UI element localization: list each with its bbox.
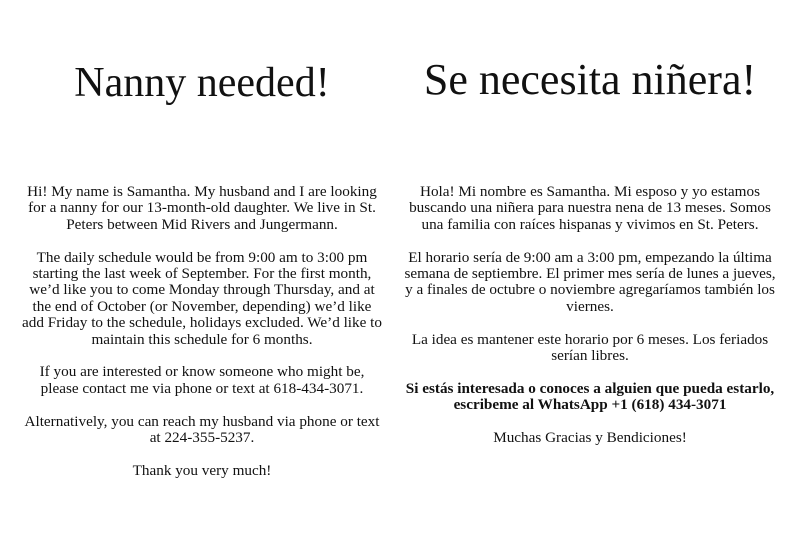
english-body bbox=[22, 184, 382, 496]
english-title: Nanny needed! bbox=[74, 60, 330, 106]
spanish-title: Se necesita niñera! bbox=[423, 55, 757, 104]
spanish-duration-paragraph: La idea es mantener este horario por 6 meses. Los feriados serían libres. bbox=[411, 330, 769, 365]
spanish-thanks-paragraph: Muchas Gracias y Bendiciones! bbox=[493, 429, 687, 447]
english-intro-paragraph: Hi! My name is Samantha. My husband and I are looking for a nanny for our 13-month-old daughter. We live in St. Peters between Mid Rivers and Jungermann. bbox=[27, 183, 377, 233]
english-contact-paragraph: If you are interested or know someone who might be, please contact me via phone or text at 618-434-3071. bbox=[39, 363, 365, 397]
english-thanks-paragraph: Thank you very much! bbox=[132, 461, 272, 479]
spanish-body bbox=[400, 184, 780, 463]
spanish-schedule-paragraph: El horario sería de 9:00 am a 3:00 pm, empezando la última semana de septiembre. El primer mes sería de lunes a jueves, y a finales de octubre o noviembre agregaríamos también los viernes. bbox=[404, 248, 776, 315]
english-schedule-paragraph: The daily schedule would be from 9:00 am to 3:00 pm starting the last week of September. For the first month, we’d like you to come Monday through Thursday, and at the end of October (or November, depending) we’d like add Friday to the schedule, holidays excluded. We’d like to maintain this schedule for 6 months. bbox=[22, 248, 382, 348]
english-alternate-contact-paragraph: Alternatively, you can reach my husband via phone or text at 224-355-5237. bbox=[24, 412, 380, 447]
spanish-contact-paragraph: Si estás interesada o conoces a alguien que pueda estarlo, escribeme al WhatsApp +1 (618) 434-3071 bbox=[405, 379, 775, 414]
spanish-intro-paragraph: Hola! Mi nombre es Samantha. Mi esposo y yo estamos buscando una niñera para nuestra nena de 13 meses. Somos una familia con raíces hispanas y vivimos en St. Peters. bbox=[409, 183, 771, 233]
